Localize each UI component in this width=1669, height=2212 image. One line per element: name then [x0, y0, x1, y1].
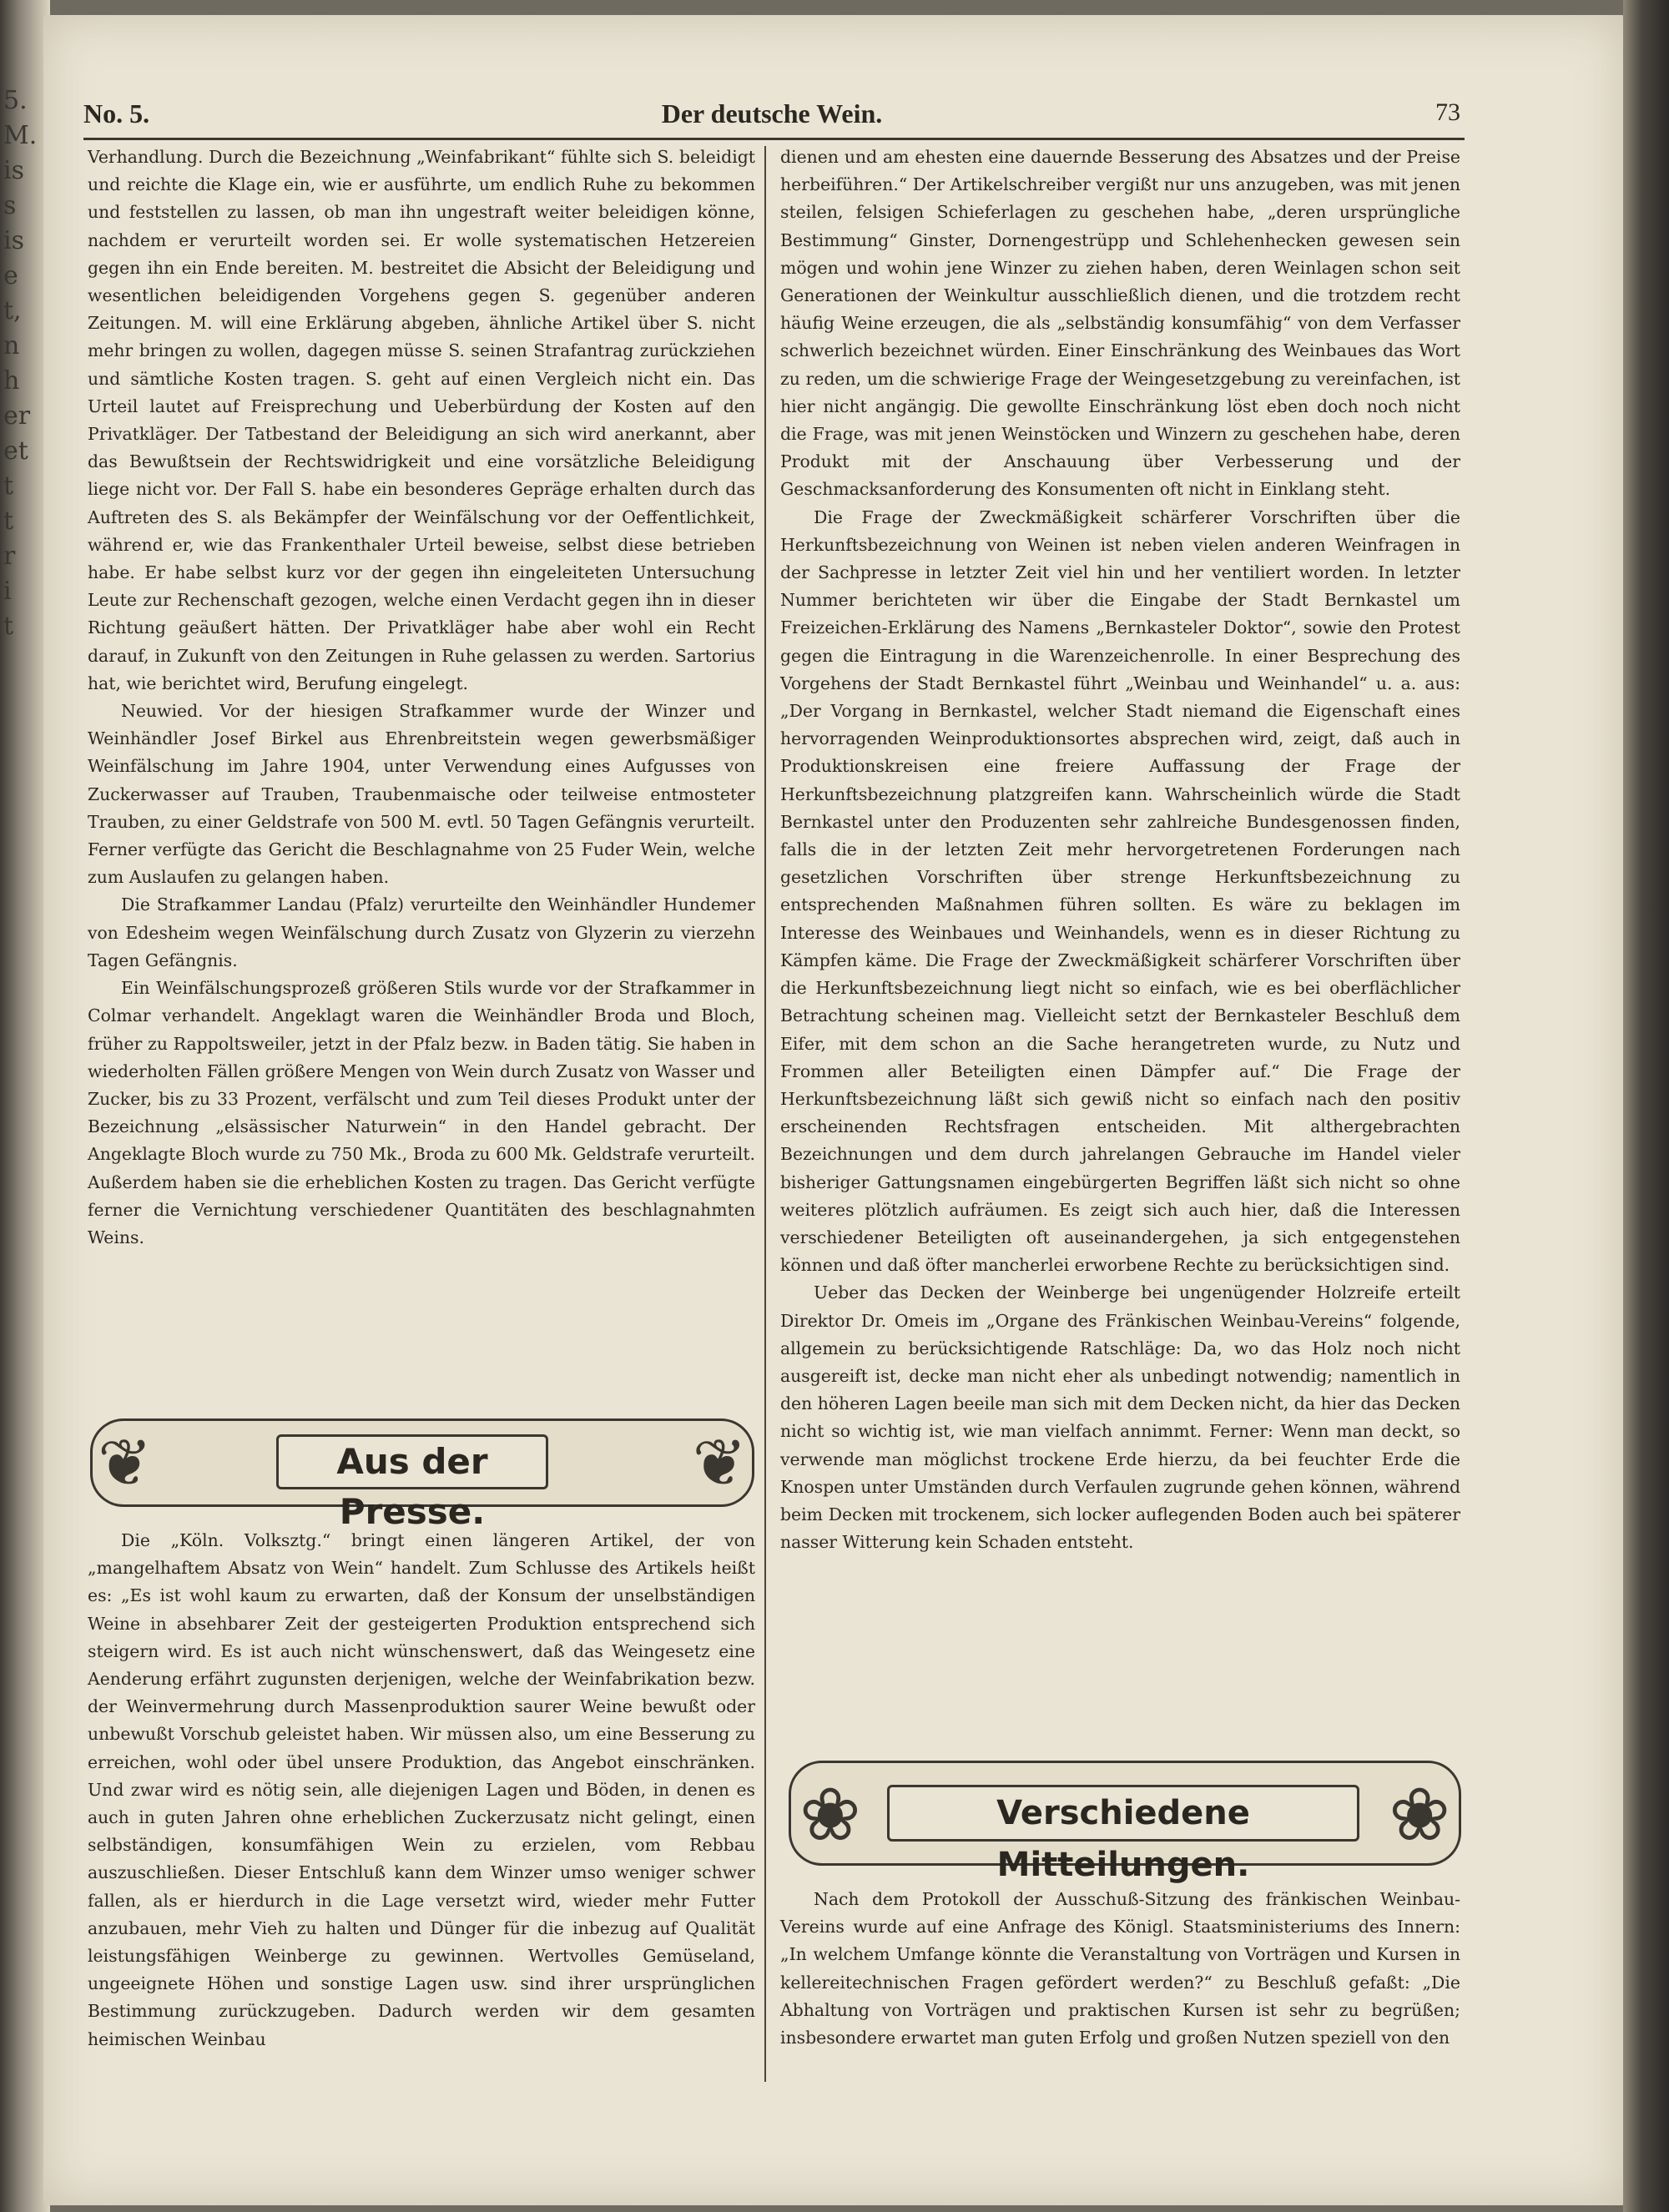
edge-fragment: 5. [3, 86, 28, 115]
edge-fragment: n [3, 331, 20, 360]
paragraph: Die Frage der Zweckmäßigkeit schärferer Vorschriften über die Herkunftsbezeichnung von Weinen ist neben vielen anderen Weinfragen in der Sachpresse in letzter Zeit viel hin und her ventiliert worden. In letzter Nummer berichteten wir über die Eingabe der Stadt Bernkastel um Freizeichen-Erklärung des Namens „Bernkasteler Doktor“, sowie den Protest gegen die Eintragung in die Warenzeichenrolle. In einer Besprechung des Vorgehens der Stadt Bernkastel führt „Weinbau und Weinhandel“ u. a. aus: „Der Vorgang in Bernkastel, welcher Stadt niemand die Eigenschaft eines hervorragenden Weinproduktionsortes absprechen wird, zeigt, daß auch in Produktionskreisen eine freiere Auffassung der Frage der Herkunftsbezeichnung platzgreifen kann. Wahrscheinlich würde die Stadt Bernkastel unter den Produzenten sehr zahlreiche Bundesgenossen finden, falls die in der letzten Zeit mehr hervorgetretenen Forderungen nach gesetzlichen Vorschriften über strenge Herkunftsbezeichnung zu entsprechenden Maßnahmen führen sollten. Es wäre zu beklagen im Interesse des Weinbaues und Weinhandels, wenn es in dieser Richtung zu Kämpfen käme. Die Frage der Zweckmäßigkeit schärferer Vorschriften über die Herkunftsbezeichnung liegt nicht so einfach, wie es bei oberflächlicher Betrachtung scheinen mag. Vielleicht setzt der Bernkasteler Beschluß dem Eifer, mit dem schon an die Sache herangetreten wurde, zu Nutz und Frommen aller Beteiligten einen Dämpfer auf.“ Die Frage der Herkunftsbezeichnung läßt sich gewiß nicht so einfach nach den positiv erscheinenden Rechtsfragen entscheiden. Mit althergebrachten Bezeichnungen und dem durch jahrelangen Gebrauche im Handel vieler bisheriger Gattungsnamen eingebürgerten Begriffen läßt sich nicht so ohne weiteres plötzlich aufräumen. Es zeigt sich auch hier, daß die Interessen verschiedener Beteiligten oft auseinandergehen, ja sich entgegenstehen können und daß öfter mancherlei erworbene Rechte zu berücksichtigen sind. [780, 506, 1460, 1276]
edge-fragment: t [3, 471, 14, 501]
section-banner-misc [789, 1761, 1461, 1884]
grape-ornament-icon: ❀ [1389, 1771, 1450, 1857]
grape-ornament-icon: ❀ [799, 1771, 861, 1857]
column-left-press [88, 1527, 755, 2053]
edge-fragment: t, [3, 296, 22, 325]
edge-fragment: is [3, 156, 24, 185]
paragraph: dienen und am ehesten eine dauernde Besserung des Absatzes und der Preise herbeiführen.“ Der Artikelschreiber vergißt nur uns anzugeben, was mit jenen steilen, felsigen Schieferlagen zu geschehen habe, „deren ursprüngliche Bestimmung“ Ginster, Dornengestrüpp und Schlehenhecken gewesen sein mögen und wohin jene Winzer zu ziehen haben, deren Weinlagen schon seit Generationen der Weinkultur ausschließlich dienen, und die trotzdem recht häufig Weine erzeugen, die als „selbständig konsumfähig“ von dem Verfasser schwerlich bezeichnet würden. Einer Einschränkung des Weinbaues das Wort zu reden, um die schwierige Frage der Weingesetzgebung zu vereinfachen, ist hier nicht angängig. Die gewollte Einschränkung löst eben doch noch nicht die Frage, was mit jenen Weinstöcken und Winzern zu geschehen habe, deren Produkt mit der Anschauung über Verbesserung und der Geschmacksanforderung des Konsumenten oft nicht in Einklang steht. [780, 147, 1460, 500]
page-number: 73 [1435, 98, 1460, 126]
column-divider [764, 146, 766, 2082]
section-banner-press [90, 1418, 754, 1532]
paragraph: Ueber das Decken der Weinberge bei ungenügender Holzreife erteilt Direktor Dr. Omeis im „Organe des Fränkischen Weinbau-Vereins“ folgende, allgemein zu berücksichtigende Ratschläge: Da, wo das Holz noch nicht ausgereift ist, decke man nicht eher als unbedingt notwendig; namentlich in den höheren Lagen beeile man sich mit dem Decken nicht, da hier das Decken nicht so wichtig ist, wie man vielfach annimmt. Ferner: Wenn man deckt, so verwende man möglichst trockene Erde hierzu, da bei feuchter Erde die Knospen unter Umständen durch Verfaulen zugrunde gehen können, während beim Decken mit trockenem, sich locker auflegenden Boden auch bei späterer nasser Witterung kein Schaden entsteht. [780, 1282, 1460, 1553]
publication-title: Der deutsche Wein. [661, 98, 883, 128]
edge-fragment: et [3, 436, 28, 466]
edge-fragment: s [3, 191, 17, 220]
edge-fragment: M. [3, 121, 38, 150]
section-title-press: Aus der Presse. [276, 1434, 548, 1489]
paragraph: Die Strafkammer Landau (Pfalz) verurteilte den Weinhändler Hundemer von Edesheim wegen Weinfälschung durch Zusatz von Glyzerin zu vierzehn Tagen Gefängnis. [88, 894, 755, 970]
edge-fragment: e [3, 261, 18, 290]
column-left [88, 144, 755, 1252]
column-right-misc [780, 1886, 1460, 2052]
issue-number: No. 5. [83, 98, 150, 128]
leaf-ornament-icon: ❦ [98, 1426, 153, 1501]
leaf-ornament-icon: ❦ [692, 1426, 747, 1501]
book-edge-right [1623, 0, 1669, 2212]
paragraph: Neuwied. Vor der hiesigen Strafkammer wurde der Winzer und Weinhändler Josef Birkel aus Ehrenbreitstein wegen gewerbsmäßiger Weinfälschung im Jahre 1904, unter Verwendung eines Aufgusses von Zuckerwasser auf Trauben, Traubenmaische oder teilweise entmosteter Trauben, zu einer Geldstrafe von 500 M. evtl. 50 Tagen Gefängnis verurteilt. Ferner verfügte das Gericht die Beschlagnahme von 25 Fuder Wein, welche zum Auslaufen zu gelangen haben. [88, 701, 755, 888]
edge-fragment: er [3, 401, 31, 431]
paragraph: Die „Köln. Volksztg.“ bringt einen längeren Artikel, der von „mangelhaftem Absatz von Wein“ handelt. Zum Schlusse des Artikels heißt es: „Es ist wohl kaum zu erwarten, daß der Konsum der unselbständigen Weine in absehbarer Zeit der gesteigerten Produktion entsprechend sich steigern wird. Es ist auch nicht wünschenswert, daß das Weingesetz eine Aenderung erfährt zugunsten derjenigen, welche der Weinfabrikation bezw. der Weinvermehrung durch Massenproduktion saurer Weine bewußt oder unbewußt Vorschub geleistet haben. Wir müssen also, um eine Besserung zu erreichen, wohl oder übel unsere Produktion, das Angebot einschränken. Und zwar wird es nötig sein, alle diejenigen Lagen und Böden, in denen es auch in guten Jahren ohne erheblichen Zuckerzusatz nicht gelingt, einen selbständigen, konsumfähigen Wein zu erzielen, vom Rebbau auszuschließen. Dieser Entschluß kann dem Winzer umso weniger schwer fallen, als er hierdurch in die Lage versetzt wird, wieder mehr Futter anzubauen, mehr Vieh zu halten und Dünger für die inbezug auf Qualität leistungsfähigen Weinberge zu gewinnen. Wertvolles Gemüseland, ungeeignete Höhen und sonstige Lagen usw. sind ihrer ursprünglichen Bestimmung zurückzugeben. Dadurch werden wir dem gesamten heimischen Weinbau [88, 1530, 755, 2049]
header-rule [83, 138, 1465, 140]
paragraph: Verhandlung. Durch die Bezeichnung „Weinfabrikant“ fühlte sich S. beleidigt und reichte die Klage ein, wie er ausführte, um endlich Ruhe zu bekommen und feststellen zu lassen, ob man ihn ungestraft weiter beleidigen könne, nachdem er verurteilt worden sei. Er wolle systematischen Hetzereien gegen ihn ein Ende bereiten. M. bestreitet die Absicht der Beleidigung und wesentlichen beleidigenden Vorgehens gegen S. gegenüber anderen Zeitungen. M. will eine Erklärung abgeben, ähnliche Artikel über S. nicht mehr bringen zu wollen, dagegen müsse S. seinen Strafantrag zurückziehen und sämtliche Kosten tragen. S. geht auf einen Vergleich nicht ein. Das Urteil lautet auf Freisprechung und Ueberbürdung der Kosten auf den Privatkläger. Der Tatbestand der Beleidigung an sich wird anerkannt, aber das Bewußtsein der Rechtswidrigkeit und eine vorsätzliche Beleidigung liege nicht vor. Der Fall S. habe ein besonderes Gepräge erhalten durch das Auftreten des S. als Bekämpfer der Weinfälschung vor der Oeffentlichkeit, während er, wie das Frankenthaler Urteil beweise, selbst diese betrieben habe. Er habe selbst kurz vor der gegen ihn eingeleiteten Untersuchung Leute zur Rechenschaft gezogen, welche einen Verdacht gegen ihn in dieser Richtung geäußert hätten. Der Privatkläger habe aber wohl ein Recht darauf, in Zukunft von den Zeitungen in Ruhe gelassen zu werden. Sartorius hat, wie berichtet wird, Berufung eingelegt. [88, 147, 755, 693]
paragraph: Ein Weinfälschungsprozeß größeren Stils wurde vor der Strafkammer in Colmar verhandelt. Angeklagt waren die Weinhändler Broda und Bloch, früher zu Rappoltsweiler, jetzt in der Pfalz bezw. in Baden tätig. Sie haben in wiederholten Fällen größere Mengen von Wein durch Zusatz von Wasser und Zucker, bis zu 33 Prozent, verfälscht und zum Teil dieses Produkt unter der Bezeichnung „elsässischer Naturwein“ in den Handel gebracht. Der Angeklagte Bloch wurde zu 750 Mk., Broda zu 600 Mk. Geldstrafe verurteilt. Außerdem haben sie die erheblichen Kosten zu tragen. Das Gericht verfügte ferner die Vernichtung verschiedener Quantitäten des beschlagnahmten Weins. [88, 978, 755, 1247]
edge-fragment: t [3, 506, 14, 536]
paragraph: Nach dem Protokoll der Ausschuß-Sitzung des fränkischen Weinbau-Vereins wurde auf eine Anfrage des Königl. Staatsministeriums des Innern: „In welchem Umfange könnte die Veranstaltung von Vorträgen und Kursen in kellereitechnischen Fragen gefördert werden?“ zu Beschluß gefaßt: „Die Abhaltung von Vorträgen und praktischen Kursen ist sehr zu begrüßen; insbesondere erwartet man guten Erfolg und großen Nutzen speziell von den [780, 1889, 1460, 2048]
section-title-misc: Verschiedene Mitteilungen. [887, 1785, 1359, 1842]
running-header [83, 98, 1460, 140]
edge-fragment: r [3, 542, 16, 571]
previous-page-edge [0, 83, 38, 751]
edge-fragment: i [3, 577, 12, 606]
edge-fragment: is [3, 226, 24, 255]
edge-fragment: t [3, 612, 14, 641]
edge-fragment: h [3, 366, 20, 396]
column-right [780, 144, 1460, 1556]
